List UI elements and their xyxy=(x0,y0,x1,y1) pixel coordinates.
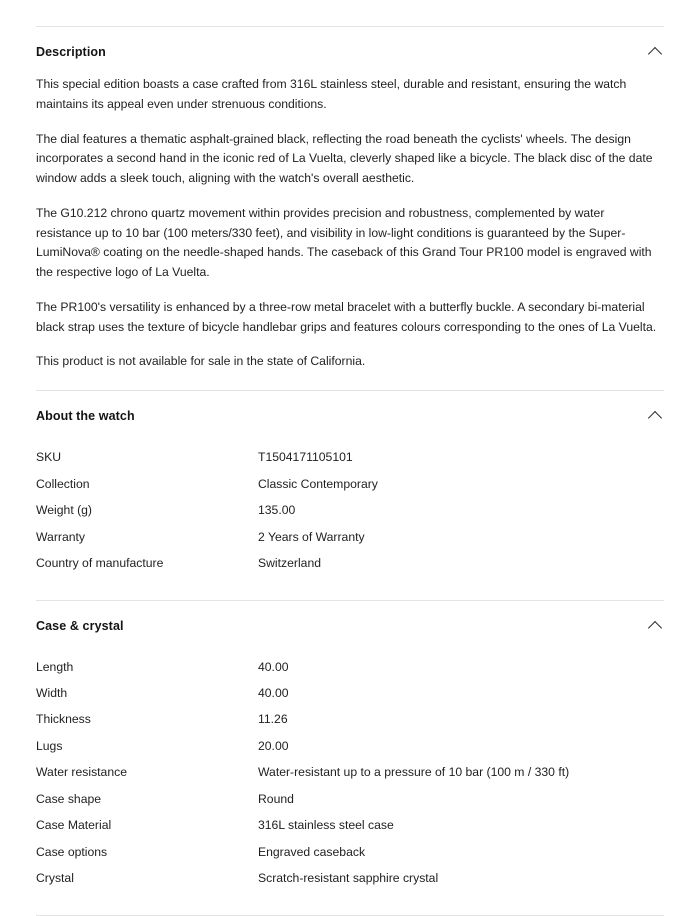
spec-value: 40.00 xyxy=(258,659,289,674)
table-row xyxy=(36,866,664,892)
spec-table-case-and-crystal xyxy=(36,655,664,893)
spec-label: Width xyxy=(36,686,68,700)
spec-value: Classic Contemporary xyxy=(258,476,378,491)
section-title-description: Description xyxy=(36,45,106,59)
section-description xyxy=(36,27,664,390)
spec-value: Water-resistant up to a pressure of 10 bar (100 m / 330 ft) xyxy=(258,765,570,780)
description-paragraph: This special edition boasts a case crafted from 316L stainless steel, durable and resistant, ensuring the watch maintains its appeal even under strenuous conditions. xyxy=(36,77,627,111)
spec-label: Lugs xyxy=(36,738,63,753)
description-paragraph: The G10.212 chrono quartz movement within provides precision and robustness, complemented by water resistance up to 10 bar (100 meters/330 feet), and visibility in low-light conditions is guaranteed by the Super-LumiNova® coating on the needle-shaped hands. The caseback of this Grand Tour PR100 model is engraved with the respective logo of La Vuelta. xyxy=(36,205,652,280)
chevron-up-icon[interactable] xyxy=(648,408,664,424)
spec-label: Case options xyxy=(36,844,108,859)
table-row xyxy=(36,525,664,551)
spec-value: 40.00 xyxy=(258,686,289,700)
table-row xyxy=(36,445,664,471)
spec-label: Country of manufacture xyxy=(36,556,164,571)
spec-label: Case shape xyxy=(36,791,102,806)
spec-label: Length xyxy=(36,659,74,674)
section-title-about-the-watch: About the watch xyxy=(36,409,135,424)
section-header-about-the-watch[interactable] xyxy=(36,391,664,439)
spec-value: 316L stainless steel case xyxy=(258,818,394,833)
table-row xyxy=(36,681,664,707)
description-paragraph: The dial features a thematic asphalt-grained black, reflecting the road beneath the cyclists' wheels. The design incorporates a second hand in the iconic red of La Vuelta, cleverly shaped like a bicycle. The black disc of the date window adds a sleek touch, aligning with the watch's overall aesthetic. xyxy=(36,131,653,186)
section-case-and-crystal xyxy=(36,601,664,893)
spec-value: Scratch-resistant sapphire crystal xyxy=(258,871,439,886)
spec-value: 2 Years of Warranty xyxy=(258,529,365,544)
table-row xyxy=(36,760,664,786)
spec-value: Round xyxy=(258,791,294,806)
spec-label: Collection xyxy=(36,476,90,491)
spec-label: Thickness xyxy=(36,712,91,727)
spec-value: 11.26 xyxy=(258,712,288,727)
table-row xyxy=(36,551,664,577)
spec-label: Weight (g) xyxy=(36,503,92,518)
description-paragraph: The PR100's versatility is enhanced by a three-row metal bracelet with a butterfly buckle. A secondary bi-material black strap uses the texture of bicycle handlebar grips and features colours corresponding to the ones of La Vuelta. xyxy=(36,299,657,334)
spec-value: 135.00 xyxy=(258,503,296,518)
section-title-case-and-crystal: Case & crystal xyxy=(36,618,124,633)
spec-value: T1504171105101 xyxy=(258,450,353,465)
table-row xyxy=(36,655,664,681)
description-paragraph: This product is not available for sale in the state of California. xyxy=(36,354,366,369)
chevron-up-icon[interactable] xyxy=(648,618,664,634)
table-row xyxy=(36,734,664,760)
spec-table-about-the-watch xyxy=(36,445,664,577)
spec-label: Warranty xyxy=(36,529,85,544)
section-header-description[interactable] xyxy=(36,27,664,75)
product-details-page xyxy=(0,26,700,886)
description-body xyxy=(36,75,664,390)
spec-value: 20.00 xyxy=(258,738,289,753)
section-about-the-watch xyxy=(36,391,664,577)
spec-label: SKU xyxy=(36,450,62,465)
spec-value: Engraved caseback xyxy=(258,844,366,859)
spec-label: Crystal xyxy=(36,871,74,886)
table-row xyxy=(36,787,664,813)
chevron-up-icon[interactable] xyxy=(648,44,664,60)
table-row xyxy=(36,840,664,866)
table-row xyxy=(36,707,664,733)
spec-label: Water resistance xyxy=(36,765,127,780)
table-row xyxy=(36,813,664,839)
table-row xyxy=(36,472,664,498)
table-row xyxy=(36,498,664,524)
section-header-case-and-crystal[interactable] xyxy=(36,601,664,649)
spec-label: Case Material xyxy=(36,818,112,833)
spec-value: Switzerland xyxy=(258,556,321,571)
